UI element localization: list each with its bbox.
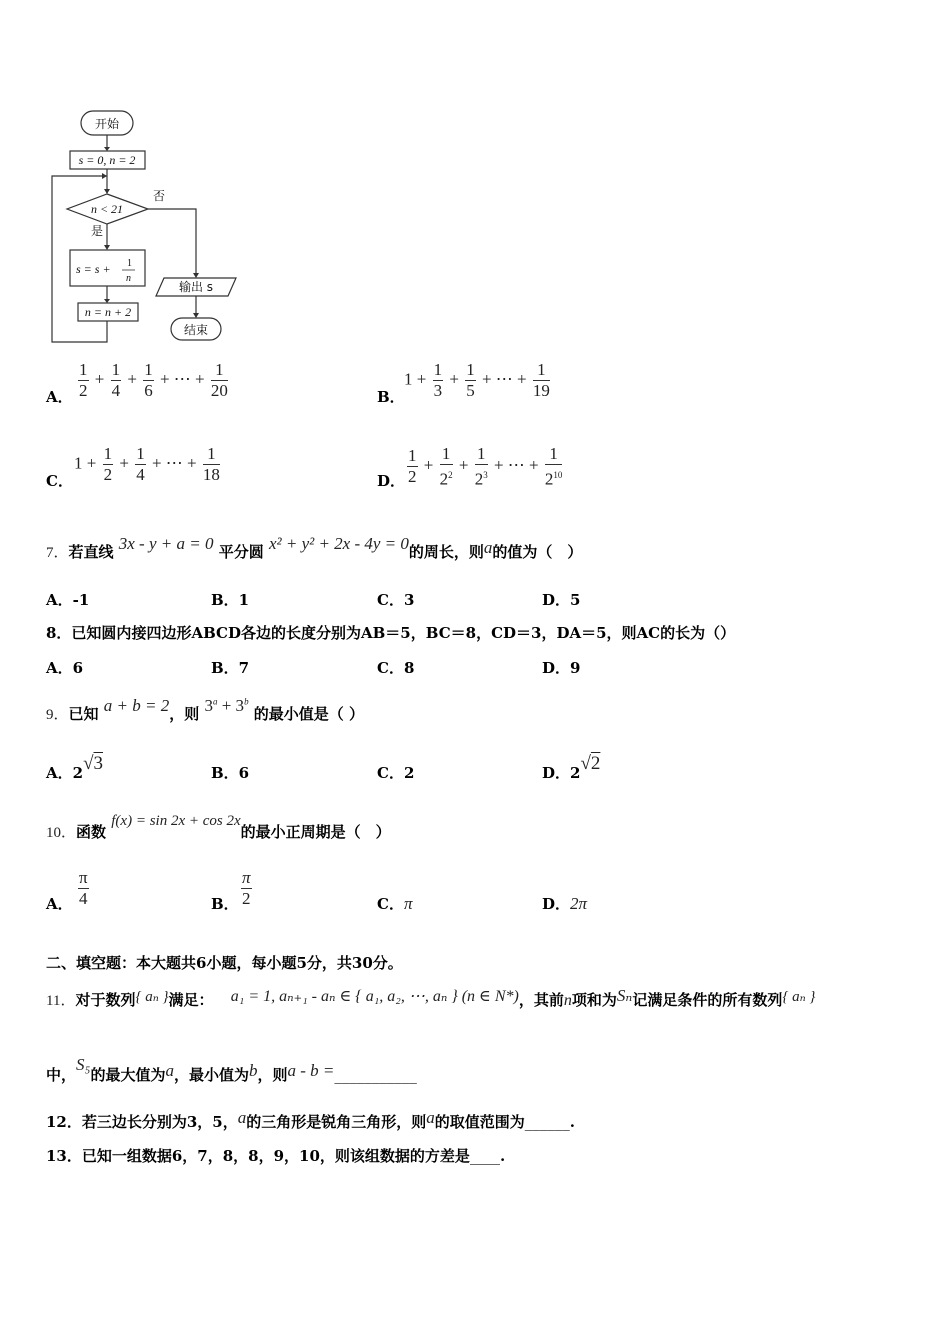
q6-option-b-expr (404, 360, 552, 401)
q9-base1: 3 (204, 696, 213, 715)
q11-expr-a-minus-b: a - b = (287, 1061, 335, 1080)
q9-option-a-radicand: 3 (93, 753, 104, 774)
q6a-den4: 20 (210, 381, 228, 400)
q7-var-a: a (483, 538, 493, 557)
q11-seq: { aₙ } (135, 989, 169, 1005)
q7-stem (46, 534, 583, 562)
q9-expr1: a + b = 2 (103, 696, 170, 715)
q9-exp-b: b (244, 696, 249, 707)
q9-text2: ，则 (169, 705, 200, 723)
q6c-den1: 2 (103, 465, 113, 484)
section-heading: 二、填空题：本大题共6小题，每小题5分，共30分。 (46, 954, 403, 972)
flowchart (40, 104, 250, 350)
q10a-num: π (79, 868, 88, 887)
q9-option-a: A．2√3 (46, 753, 104, 782)
q10-text2: 的最小正周期是（ ） (240, 823, 391, 841)
q11-number: 11． (46, 993, 76, 1009)
q6d-exp2: 2 (448, 470, 453, 480)
q11-text5: 记满足条件的所有数列 (632, 991, 783, 1009)
q9-text3: 的最小值是（ ） (253, 705, 365, 723)
q8-option-b: B．7 (211, 659, 250, 677)
q6b-den3: 19 (532, 381, 550, 400)
q6b-num3: 1 (533, 360, 550, 381)
q9-number: 9． (46, 707, 69, 723)
q6d-den2: 2 (439, 469, 449, 489)
flow-output: 输出 s (178, 280, 214, 294)
plus: + (416, 369, 427, 389)
q6d-num3: 1 (475, 444, 488, 465)
q6d-num4: 1 (545, 444, 563, 465)
q13-answer-blank[interactable]: ____ (469, 1147, 500, 1165)
q10-option-c-label: C． (377, 895, 404, 913)
q10-option-b-label: B． (211, 895, 239, 913)
q11-text9: ，则 (257, 1066, 288, 1084)
flow-step2: n = n + 2 (84, 305, 132, 319)
q12-period: . (569, 1113, 576, 1131)
q7-text2: 平分圆 (218, 543, 264, 561)
dots: + ⋯ + (481, 369, 527, 389)
q6c-den3: 18 (202, 465, 220, 484)
q11-var-a: a (165, 1061, 174, 1080)
q10-option-a-label: A． (46, 895, 73, 913)
q12-var-a: a (237, 1108, 247, 1127)
q10-option-d-value: 2π (570, 894, 588, 913)
q6-option-d-expr (405, 444, 564, 490)
q6a-num3: 1 (144, 360, 153, 379)
flow-yes-label: 是 (91, 224, 104, 238)
q10-function-expr: f(x) = sin 2x + cos 2x (111, 813, 241, 829)
plus: + (127, 369, 137, 389)
q6a-den1: 2 (79, 381, 88, 400)
plus: + (119, 453, 129, 473)
q7-option-c: C．3 (377, 591, 415, 609)
q8-stem: 8．已知圆内接四边形ABCD各边的长度分别为AB＝5，BC＝8，CD＝3，DA＝5，则AC的长为（） (46, 624, 736, 642)
q10-option-a-expr (76, 868, 91, 909)
one: 1 (404, 369, 413, 389)
plus: + (86, 453, 97, 473)
q7-text3: 的周长，则 (408, 543, 484, 561)
q6d-exp3: 3 (483, 470, 488, 480)
q6a-den3: 6 (144, 381, 153, 400)
flow-condition: n < 21 (90, 202, 124, 216)
plus: + (449, 369, 459, 389)
q11-text7: 的最大值为 (90, 1066, 166, 1084)
dots: + ⋯ + (159, 369, 205, 389)
q11-text3: ，其前 (518, 991, 564, 1009)
q9-option-c: C．2 (377, 764, 415, 782)
q7-line-expr: 3x - y + a = 0 (118, 534, 214, 553)
flow-step1-den: n (126, 273, 131, 284)
q8-option-a: A．6 (46, 659, 84, 677)
q11-text6: 中， (46, 1066, 77, 1084)
q6d-den4: 2 (544, 469, 554, 489)
q6-option-a-expr (76, 360, 230, 401)
q6a-num2: 1 (111, 360, 121, 379)
q10-option-c (377, 893, 412, 914)
q11-var-b: b (248, 1061, 258, 1080)
q11-text1: 对于数列 (75, 991, 136, 1009)
q9-exp-a: a (212, 696, 218, 707)
flow-step1: s = s + (76, 262, 111, 276)
q11-seq2: { aₙ } (782, 989, 816, 1005)
q10b-num: π (242, 868, 251, 887)
q11-var-s5: S₅ (76, 1055, 91, 1074)
q12-text1: 12．若三边长分别为3，5， (46, 1113, 238, 1131)
flow-end: 结束 (183, 323, 209, 337)
q6c-num3: 1 (203, 444, 220, 465)
dots: + ⋯ + (493, 455, 539, 475)
q10-option-d-label: D． (542, 895, 571, 913)
q9-option-b: B．6 (211, 764, 250, 782)
q11-var-n: n (563, 992, 572, 1009)
q6b-num2: 1 (466, 360, 475, 379)
plus: + (423, 455, 434, 475)
q10a-den: 4 (79, 889, 88, 908)
q9-option-d: D．2√2 (542, 753, 601, 782)
q13-stem (46, 1145, 505, 1166)
q7-option-a: A．-1 (46, 591, 90, 609)
q13-text: 13．已知一组数据6，7，8，8，9，10，则该组数据的方差是 (46, 1147, 470, 1165)
q9-option-d-radicand: 2 (590, 753, 601, 774)
q9-option-a-text: A．2 (46, 764, 84, 782)
flow-start: 开始 (94, 117, 120, 131)
q7-option-b: B．1 (211, 591, 250, 609)
q7-circle-expr: x² + y² + 2x - 4y = 0 (268, 534, 409, 553)
q11-var-sn: Sₙ (616, 986, 633, 1005)
q6c-num1: 1 (103, 444, 113, 463)
q7-option-d: D．5 (542, 591, 581, 609)
flow-step1-num: 1 (127, 258, 132, 269)
q7-text4: 的值为（ ） (492, 543, 583, 561)
q12-text2: 的三角形是锐角三角形，则 (246, 1113, 427, 1131)
q11-text8: ，最小值为 (173, 1066, 249, 1084)
q6-option-c-expr (74, 444, 222, 485)
q11-text2: 满足： (168, 991, 214, 1009)
q7-number: 7． (46, 545, 69, 561)
q6b-den2: 5 (466, 381, 475, 400)
one: 1 (74, 453, 83, 473)
q10-option-b-expr (239, 868, 254, 909)
q6b-den1: 3 (433, 381, 443, 400)
q6-option-a-label: A． (46, 388, 73, 406)
q6b-num1: 1 (433, 360, 443, 379)
q12-stem (46, 1108, 576, 1132)
q10-option-c-value: π (403, 894, 413, 913)
q9-text1: 已知 (68, 705, 99, 723)
q13-period: . (499, 1147, 506, 1165)
q10-number: 10． (46, 825, 77, 841)
q8-option-d: D．9 (542, 659, 581, 677)
q6c-den2: 4 (136, 465, 145, 484)
q12-answer-blank[interactable]: ______ (524, 1113, 570, 1131)
q6a-den2: 4 (111, 381, 121, 400)
q11-answer-blank[interactable]: ___________ (334, 1066, 417, 1084)
q12-var-a2: a (426, 1108, 435, 1127)
q6d-num2: 1 (440, 444, 453, 465)
q6-option-c-label: C． (46, 472, 73, 490)
q12-text3: 的取值范围为 (434, 1113, 525, 1131)
q6d-den1: 2 (408, 467, 417, 487)
q6c-num2: 1 (136, 444, 145, 463)
q10b-den: 2 (242, 889, 251, 908)
dots: + ⋯ + (151, 453, 197, 473)
q6-option-b-label: B． (377, 388, 405, 406)
plus: + (94, 369, 105, 389)
plus: + (458, 455, 469, 475)
q6d-num1: 1 (408, 446, 417, 466)
q6a-num4: 1 (211, 360, 228, 381)
q9-option-d-text: D．2 (542, 764, 581, 782)
q9-base2: + 3 (217, 696, 245, 715)
q11-text4: 项和为 (571, 991, 617, 1009)
q10-text1: 函数 (76, 823, 107, 841)
q10-stem (46, 813, 391, 842)
q7-text1: 若直线 (68, 543, 114, 561)
q6-option-d-label: D． (377, 472, 406, 490)
q6d-den3: 2 (474, 469, 484, 489)
q6d-exp4: 10 (553, 470, 563, 480)
q6a-num1: 1 (79, 360, 88, 379)
q11-condition-expr: a₁ = 1, aₙ₊₁ - aₙ ∈ { a₁, a₂, ⋯, aₙ } (n ∈ N*) (230, 988, 519, 1005)
q9-stem (46, 696, 365, 724)
q11-stem-line1 (46, 986, 816, 1010)
flow-no-label: 否 (153, 189, 166, 203)
q10-option-d (542, 893, 587, 914)
flow-init: s = 0, n = 2 (78, 153, 136, 167)
q11-stem-line2 (46, 1055, 417, 1085)
q8-option-c: C．8 (377, 659, 415, 677)
